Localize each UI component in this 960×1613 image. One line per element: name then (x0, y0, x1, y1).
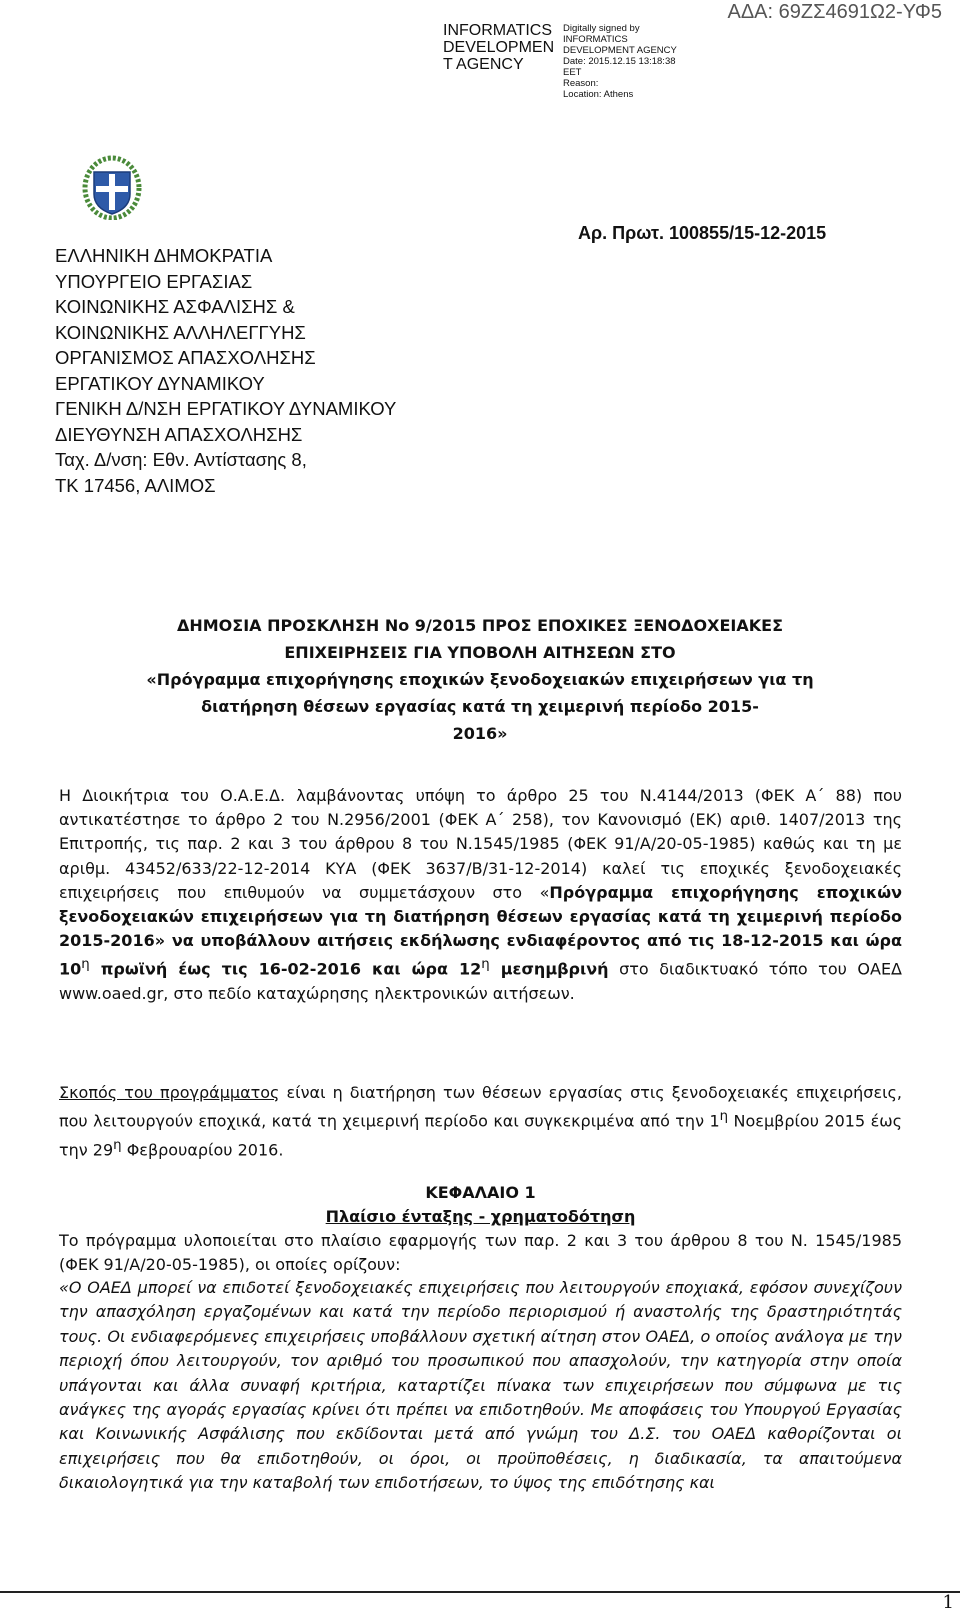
signature-detail-line: INFORMATICS (563, 34, 628, 45)
sender-line: ΚΟΙΝΩΝΙΚΗΣ ΑΛΛΗΛΕΓΓΥΗΣ (55, 321, 306, 343)
signature-name-line: T AGENCY (443, 56, 524, 73)
ada-code: ΑΔΑ: 69ΖΣ4691Ω2-ΥΦ5 (727, 1, 942, 23)
intro-paragraph (59, 784, 902, 1006)
signature-detail-line: EET (563, 67, 582, 78)
sender-line: ΤΚ 17456, ΑΛΙΜΟΣ (55, 474, 216, 496)
purpose-sup: η (113, 1137, 122, 1153)
protocol-number: Αρ. Πρωτ. 100855/15-12-2015 (578, 223, 827, 243)
purpose-sup: η (719, 1109, 729, 1125)
sender-line: ΕΛΛΗΝΙΚΗ ΔΗΜΟΚΡΑΤΙΑ (55, 245, 273, 266)
signature-name (443, 22, 561, 73)
chapter-subtitle: Πλαίσιο ένταξης - χρηματοδότηση (325, 1207, 636, 1226)
sender-line: ΥΠΟΥΡΓΕΙΟ ΕΡΓΑΣΙΑΣ (55, 270, 253, 292)
sender-line: ΚΟΙΝΩΝΙΚΗΣ ΑΣΦΑΛΙΣΗΣ & (55, 296, 295, 317)
title-line: 2016» (452, 724, 508, 743)
title-line: ΔΗΜΟΣΙΑ ΠΡΟΣΚΛΗΣΗ Νο 9/2015 ΠΡΟΣ ΕΠΟΧΙΚΕΣ ΞΕΝΟΔΟΧΕΙΑΚΕΣ (176, 616, 783, 635)
intro-deadline: πρωϊνή έως τις 16-02-2016 και ώρα 12 (89, 959, 482, 979)
sender-line: ΓΕΝΙΚΗ Δ/ΝΣΗ ΕΡΓΑΤΙΚΟΥ ΔΥΝΑΜΙΚΟΥ (55, 398, 397, 419)
intro-noon: μεσημβρινή (489, 959, 609, 979)
title-line: «Πρόγραμμα επιχορήγησης εποχικών ξενοδοχειακών επιχειρήσεων για τη (146, 670, 814, 689)
title-line: ΕΠΙΧΕΙΡΗΣΕΙΣ ΓΙΑ ΥΠΟΒΟΛΗ ΑΙΤΗΣΕΩΝ ΣΤΟ (284, 643, 676, 662)
chapter-title: ΚΕΦΑΛΑΙΟ 1 (425, 1183, 536, 1202)
signature-detail-line: DEVELOPMENT AGENCY (563, 45, 677, 56)
page-number: 1 (942, 1592, 954, 1613)
intro-program-name: Πρόγραμμα επιχορήγησης εποχικών ξενοδοχειακών επιχειρήσεων για τη διατήρηση θέσεων εργασίας κατά τη χειμερινή περίοδο 2015-2016» να υποβάλλουν αιτήσεις εκδήλωσης ενδιαφέροντος από τις 18-12-2015 και ώρα 10 (59, 882, 902, 979)
purpose-paragraph (59, 1081, 902, 1162)
intro-text: Η Διοικήτρια του Ο.Α.Ε.Δ. λαμβάνοντας υπόψη το άρθρο 25 του Ν.4144/2013 (ΦΕΚ Α΄ 88) που αντικατέστησε το άρθρο 2 του Ν.2956/2001 (ΦΕΚ Α΄ 258), τον Κανονισμό (ΕΚ) αριθ. 1407/2013 της Επιτροπής, τις παρ. 2 και 3 του άρθρου 8 του Ν.1545/1985 (ΦΕΚ 91/Α/20-05-1985) καθώς και τη με αριθμ. 43452/633/22-12-2014 ΚΥΑ (ΦΕΚ 3637/Β/31-12-2014) καλεί τις εποχικές ξενοδοχειακές επιχειρήσεις που επιθυμούν να συμμετάσχουν στο « (59, 786, 902, 902)
title-line: διατήρηση θέσεων εργασίας κατά τη χειμερινή περίοδο 2015- (201, 697, 759, 716)
intro-tail: στο διαδικτυακό τόπο του ΟΑΕΔ www.oaed.gr, στο πεδίο καταχώρησης ηλεκτρονικών αιτήσεων. (59, 959, 903, 1003)
sender-block (55, 243, 525, 498)
footer-divider (0, 1591, 960, 1593)
purpose-text: είναι η διατήρηση των θέσεων εργασίας στις ξενοδοχειακές επιχειρήσεις, που λειτουργούν εποχικά, κατά τη χειμερινή περίοδο και συγκεκριμένα από την 1 (59, 1083, 902, 1131)
purpose-text: Φεβρουαρίου 2016. (121, 1140, 284, 1160)
signature-detail-line: Reason: (563, 78, 599, 89)
sender-line: ΕΡΓΑΤΙΚΟΥ ΔΥΝΑΜΙΚΟΥ (55, 372, 265, 394)
sender-line: ΟΡΓΑΝΙΣΜΟΣ ΑΠΑΣΧΟΛΗΣΗΣ (55, 347, 316, 368)
chapter-heading (59, 1181, 902, 1229)
greek-emblem-icon (82, 152, 142, 220)
signature-details (563, 23, 703, 100)
signature-name-line: DEVELOPMEN (443, 39, 555, 56)
document-title (60, 612, 900, 747)
signature-detail-line: Digitally signed by (563, 23, 640, 34)
intro-sup: η (81, 957, 90, 973)
signature-name-line: INFORMATICS (443, 22, 553, 39)
purpose-label: Σκοπός του προγράμματος (59, 1083, 280, 1102)
intro-sup: η (481, 957, 490, 973)
framework-paragraph: Το πρόγραμμα υλοποιείται στο πλαίσιο εφαρμογής των παρ. 2 και 3 του άρθρου 8 του Ν. 1545/1985 (ΦΕΚ 91/Α/20-05-1985), οι οποίες ορίζουν: (59, 1231, 902, 1274)
sender-line: Ταχ. Δ/νση: Εθν. Αντίστασης 8, (55, 449, 307, 470)
signature-detail-line: Date: 2015.12.15 13:18:38 (563, 56, 676, 67)
signature-detail-line: Location: Athens (563, 89, 634, 100)
sender-line: ΔΙΕΥΘΥΝΣΗ ΑΠΑΣΧΟΛΗΣΗΣ (55, 423, 303, 445)
law-quote: «Ο ΟΑΕΔ μπορεί να επιδοτεί ξενοδοχειακές επιχειρήσεις που λειτουργούν εποχιακά, εφόσον συνεχίζουν την απασχόληση εργαζομένων και κατά την περίοδο περιορισμού ή αναστολής της δραστηριότητάς τους. Οι ενδιαφερόμενες επιχειρήσεις υποβάλλουν σχετική αίτηση στον ΟΑΕΔ, ο οποίος ανάλογα με την περιοχή όπου λειτουργούν, τον αριθμό του προσωπικού που απασχολούν, την κατηγορία στην οποία υπάγονται και άλλα συναφή κριτήρια, καταρτίζει πίνακα των επιχειρήσεων που σύμφωνα με τις ανάγκες της αγοράς εργασίας κρίνει ότι πρέπει να επιδοτηθούν. Με αποφάσεις του Υπουργού Εργασίας και Κοινωνικής Ασφάλισης που εκδίδονται μετά από γνώμη του Δ.Σ. του ΟΑΕΔ καθορίζονται οι επιχειρήσεις που θα επιδοτηθούν, οι όροι, οι προϋποθέσεις, η διαδικασία, τα απαιτούμενα δικαιολογητικά για την καταβολή των επιδοτήσεων, το ύψος της επιδότησης και (59, 1278, 902, 1493)
purpose-text: Νοεμβρίου 2015 έως την 29 (59, 1111, 903, 1160)
